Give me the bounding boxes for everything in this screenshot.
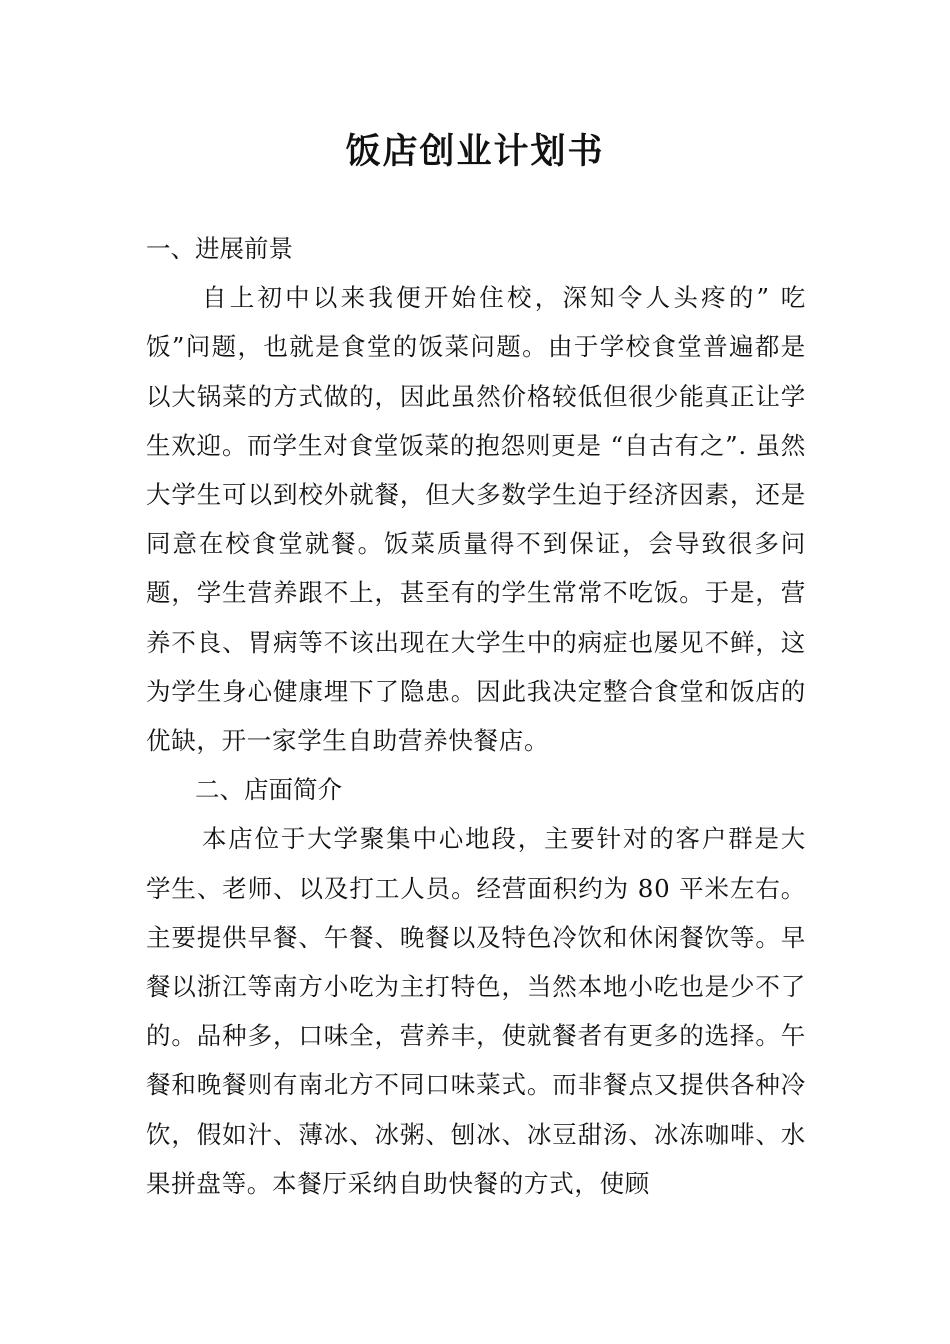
section-paragraph: 本店位于大学聚集中心地段，主要针对的客户群是大学生、老师、以及打工人员。经营面积约为 80 平米左右。主要提供早餐、午餐、晚餐以及特色冷饮和休闲餐饮等。早餐以浙江等南方小吃为主打特色，当然本地小吃也是少不了的。品种多，口味全，营养丰，使就餐者有更多的选择。午餐和晚餐则有南北方不同口味菜式。而非餐点又提供各种冷饮，假如汁、薄冰、冰粥、刨冰、冰豆甜汤、冰冻咖啡、水果拼盘等。本餐厅采纳自助快餐的方式，使顾 bbox=[146, 824, 806, 1198]
section-store-introduction bbox=[146, 765, 806, 1208]
section-paragraph: 自上初中以来我便开始住校，深知令人头疼的” 吃饭”问题，也就是食堂的饭菜问题。由于学校食堂普遍都是以大锅菜的方式做的，因此虽然价格较低但很少能真正让学生欢迎。而学生对食堂饭菜的抱怨则更是 “自古有之”. 虽然大学生可以到校外就餐，但大多数学生迫于经济因素，还是同意在校食堂就餐。饭菜质量得不到保证，会导致很多问题，学生营养跟不上，甚至有的学生常常不吃饭。于是，营养不良、胃病等不该出现在大学生中的病症也屡见不鲜，这为学生身心健康埋下了隐患。因此我决定整合食堂和饭店的优缺，开一家学生自助营养快餐店。 bbox=[146, 283, 806, 756]
section-heading: 一、进展前景 bbox=[146, 234, 293, 263]
document-body bbox=[146, 224, 806, 1208]
document-title: 饭店创业计划书 bbox=[345, 132, 605, 172]
section-development-prospects bbox=[146, 224, 806, 765]
section-heading: 二、店面简介 bbox=[195, 775, 342, 805]
